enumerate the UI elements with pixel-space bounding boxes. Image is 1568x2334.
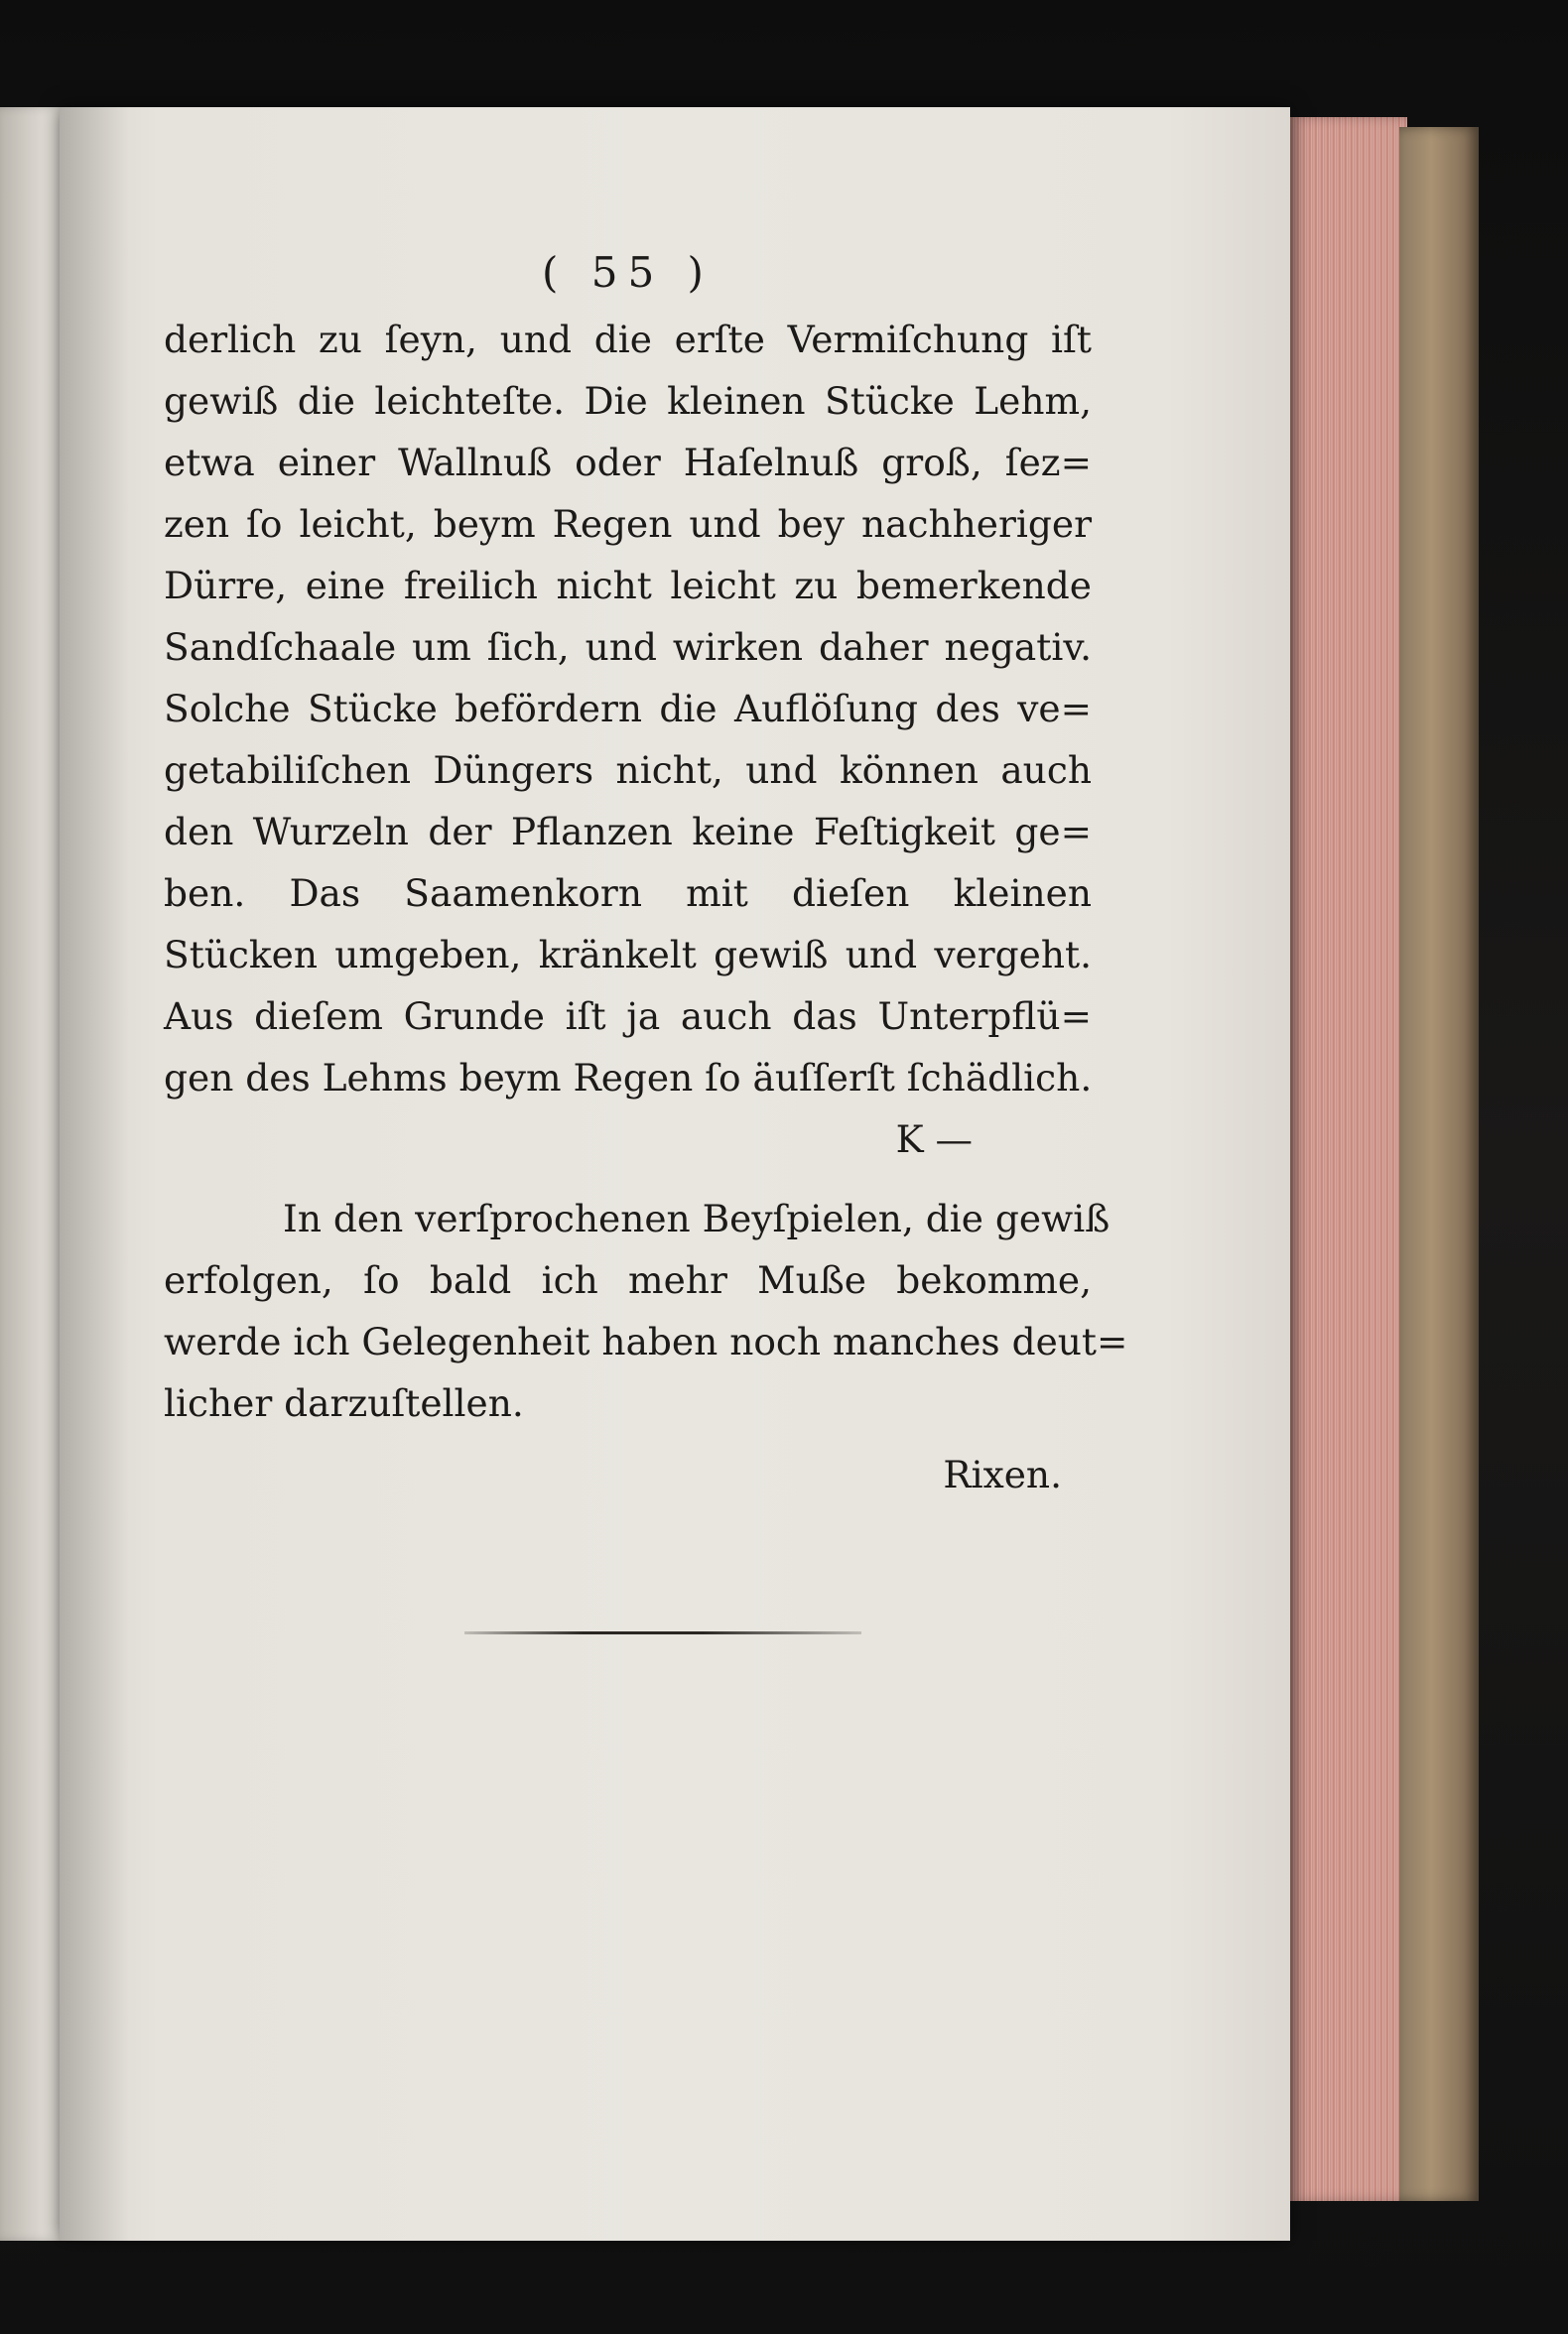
text-line: Solche Stücke befördern die Auflöſung des ve= — [164, 687, 1092, 730]
page-block-edge — [1288, 117, 1407, 2201]
text-line: werde ich Gelegenheit haben noch manches deut= — [164, 1320, 1128, 1363]
book-cover-edge — [1399, 127, 1479, 2201]
page-text — [164, 248, 1128, 1505]
text-line: ben. Das Saamenkorn mit dieſen kleinen — [164, 871, 1092, 915]
text-line: gen des Lehms beym Regen ſo äuſſerſt ſchädlich. — [164, 1056, 1093, 1100]
author-initials: K — — [895, 1117, 973, 1161]
paragraph-gap — [164, 1170, 1092, 1188]
text-line: Stücken umgeben, kränkelt gewiß und vergeht. — [164, 933, 1092, 976]
text-line: den Wurzeln der Pflanzen keine Feſtigkeit ge= — [164, 810, 1092, 853]
text-line: getabiliſchen Düngers nicht, und können auch — [164, 748, 1092, 792]
text-line: Dürre, eine freilich nicht leicht zu bemerkende — [164, 564, 1092, 607]
text-line: derlich zu ſeyn, und die erſte Vermiſchung iſt — [164, 318, 1092, 361]
text-line: Aus dieſem Grunde iſt ja auch das Unterpflü= — [164, 994, 1092, 1038]
gutter-shadow — [60, 107, 129, 2241]
text-line: erfolgen, ſo bald ich mehr Muße bekomme, — [164, 1258, 1092, 1302]
text-line: Sandſchaale um ſich, und wirken daher negativ. — [164, 625, 1092, 669]
signature: Rixen. — [943, 1453, 1062, 1496]
section-rule — [464, 1631, 861, 1634]
text-line: zen ſo leicht, beym Regen und bey nachheriger — [164, 502, 1092, 546]
text-line: In den verſprochenen Beyſpielen, die gewiß — [283, 1197, 1111, 1240]
page-number: ( 55 ) — [542, 248, 714, 297]
text-line: etwa einer Wallnuß oder Haſelnuß groß, ſez= — [164, 441, 1092, 484]
text-line: gewiß die leichteſte. Die kleinen Stücke Lehm, — [164, 379, 1092, 423]
text-line: licher darzuſtellen. — [164, 1381, 524, 1425]
